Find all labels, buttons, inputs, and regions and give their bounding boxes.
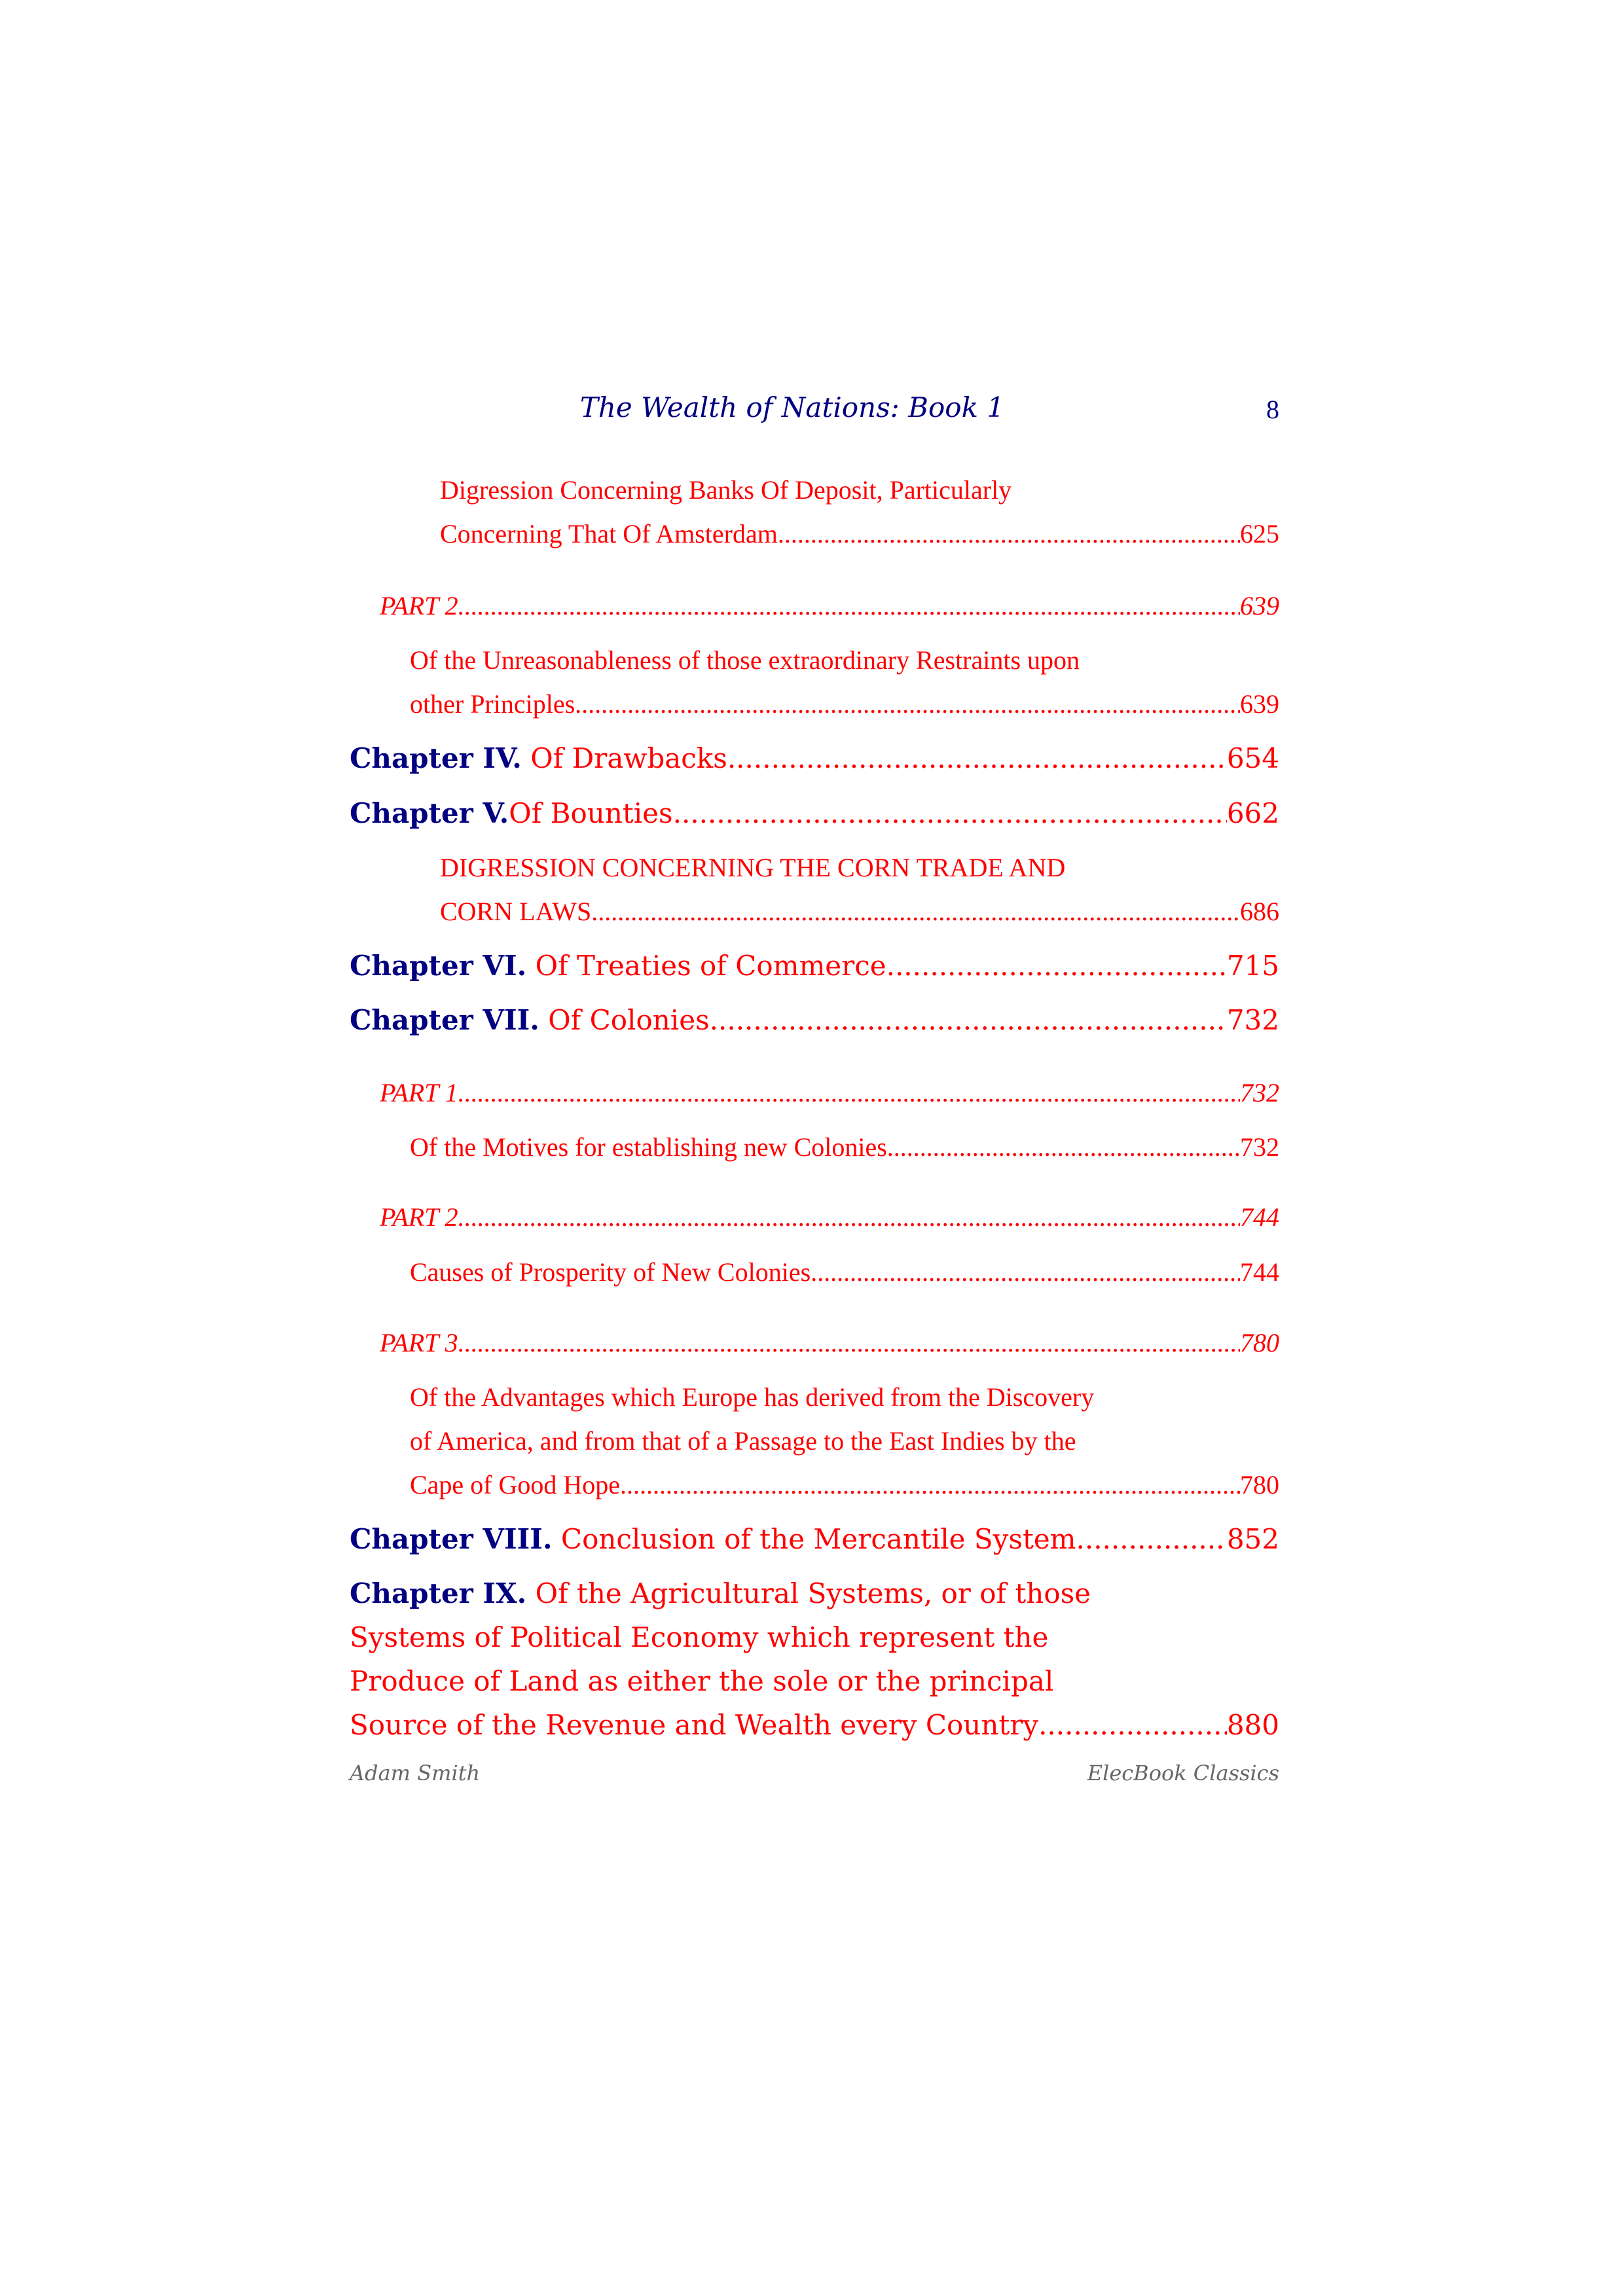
footer-author: Adam Smith bbox=[350, 1761, 481, 1785]
chapter-label: Chapter VI. bbox=[350, 950, 527, 982]
toc-entry-text: Of the Advantages which Europe has derived from the Discovery bbox=[410, 1382, 1095, 1412]
dot-leader bbox=[778, 512, 1240, 556]
toc-entry-digression-corn[interactable] bbox=[440, 846, 1279, 933]
toc-page-number: 780 bbox=[1240, 1328, 1279, 1357]
toc-page-number: 625 bbox=[1240, 519, 1279, 548]
toc-entry-text: of America, and from that of a Passage to the East Indies by the bbox=[410, 1426, 1076, 1456]
dot-leader bbox=[591, 889, 1240, 933]
toc-entry-unreasonableness[interactable] bbox=[410, 638, 1279, 726]
toc-page-number: 880 bbox=[1226, 1709, 1279, 1741]
chapter-title: Conclusion of the Mercantile System bbox=[552, 1523, 1076, 1555]
dot-leader bbox=[727, 736, 1227, 780]
dot-leader bbox=[886, 944, 1227, 988]
toc-chapter-8[interactable] bbox=[350, 1517, 1279, 1561]
toc-entry-causes-prosperity[interactable] bbox=[410, 1250, 1279, 1294]
toc-page-number: 639 bbox=[1240, 591, 1279, 620]
toc-entry-text: Of the Motives for establishing new Colonies bbox=[410, 1132, 887, 1162]
toc-entry-text: Causes of Prosperity of New Colonies bbox=[410, 1257, 811, 1287]
dot-leader bbox=[458, 1321, 1240, 1365]
dot-leader bbox=[458, 1195, 1240, 1239]
toc-entry-text: Concerning That Of Amsterdam bbox=[440, 519, 778, 548]
toc-chapter-4[interactable] bbox=[350, 736, 1279, 780]
chapter-title: Of Treaties of Commerce bbox=[526, 950, 886, 982]
toc-page-number: 744 bbox=[1240, 1257, 1279, 1287]
toc-part-label: PART 1 bbox=[380, 1078, 458, 1107]
chapter-title: Of Drawbacks bbox=[521, 742, 727, 774]
toc-page-number: 852 bbox=[1226, 1523, 1279, 1555]
chapter-title: Of Bounties bbox=[509, 797, 673, 829]
toc-page-number: 686 bbox=[1240, 897, 1279, 926]
toc-part-1[interactable] bbox=[380, 1071, 1279, 1115]
toc-page-number: 744 bbox=[1240, 1202, 1279, 1232]
toc-page-number: 639 bbox=[1240, 689, 1279, 719]
dot-leader bbox=[887, 1125, 1240, 1169]
toc-chapter-5[interactable] bbox=[350, 791, 1279, 835]
running-header-title: The Wealth of Nations: Book 1 bbox=[579, 391, 1005, 423]
page-number: 8 bbox=[1266, 395, 1279, 424]
chapter-title: Produce of Land as either the sole or the principal bbox=[350, 1665, 1054, 1697]
dot-leader bbox=[1038, 1703, 1227, 1747]
footer-publisher: ElecBook Classics bbox=[1087, 1761, 1279, 1785]
toc-page-number: 654 bbox=[1226, 742, 1279, 774]
toc-part-2-colonies[interactable] bbox=[380, 1195, 1279, 1239]
chapter-title: Systems of Political Economy which represent the bbox=[350, 1621, 1049, 1653]
chapter-label: Chapter VIII. bbox=[350, 1523, 553, 1555]
chapter-label: Chapter IV. bbox=[350, 742, 522, 774]
toc-chapter-9[interactable] bbox=[350, 1571, 1279, 1747]
toc-entry-text: Digression Concerning Banks Of Deposit, Particularly bbox=[440, 475, 1012, 505]
dot-leader bbox=[811, 1250, 1240, 1294]
toc-page-number: 732 bbox=[1240, 1078, 1279, 1107]
toc-page-number: 732 bbox=[1240, 1132, 1279, 1162]
toc-entry-text: Of the Unreasonableness of those extraordinary Restraints upon bbox=[410, 645, 1080, 675]
toc-part-label: PART 2 bbox=[380, 1202, 458, 1232]
toc-page-number: 732 bbox=[1226, 1004, 1279, 1036]
toc-chapter-6[interactable] bbox=[350, 944, 1279, 988]
dot-leader bbox=[458, 1071, 1240, 1115]
dot-leader bbox=[710, 998, 1227, 1042]
chapter-label: Chapter V. bbox=[350, 797, 509, 829]
toc-part-2[interactable] bbox=[380, 584, 1279, 628]
dot-leader bbox=[1076, 1517, 1227, 1561]
toc-entry-text: Cape of Good Hope bbox=[410, 1470, 621, 1499]
toc-entry-text: other Principles bbox=[410, 689, 575, 719]
toc-entry-text: CORN LAWS bbox=[440, 897, 592, 926]
toc-page-number: 780 bbox=[1240, 1470, 1279, 1499]
toc-entry-advantages[interactable] bbox=[410, 1375, 1279, 1507]
dot-leader bbox=[673, 791, 1227, 835]
toc-entry-digression-banks[interactable] bbox=[440, 468, 1279, 556]
chapter-title: Of the Agricultural Systems, or of those bbox=[526, 1577, 1091, 1609]
dot-leader bbox=[458, 584, 1240, 628]
toc-entry-text: DIGRESSION CONCERNING THE CORN TRADE AND bbox=[440, 853, 1066, 882]
chapter-label: Chapter VII. bbox=[350, 1004, 539, 1036]
chapter-label: Chapter IX. bbox=[350, 1577, 527, 1609]
chapter-title: Of Colonies bbox=[539, 1004, 710, 1036]
toc-page-number: 715 bbox=[1226, 950, 1279, 982]
toc-chapter-7[interactable] bbox=[350, 998, 1279, 1042]
toc-entry-motives[interactable] bbox=[410, 1125, 1279, 1169]
toc-part-3[interactable] bbox=[380, 1321, 1279, 1365]
toc-page-number: 662 bbox=[1226, 797, 1279, 829]
toc-part-label: PART 2 bbox=[380, 591, 458, 620]
dot-leader bbox=[575, 682, 1240, 726]
toc-part-label: PART 3 bbox=[380, 1328, 458, 1357]
dot-leader bbox=[620, 1463, 1240, 1507]
chapter-title: Source of the Revenue and Wealth every Country bbox=[350, 1709, 1039, 1741]
